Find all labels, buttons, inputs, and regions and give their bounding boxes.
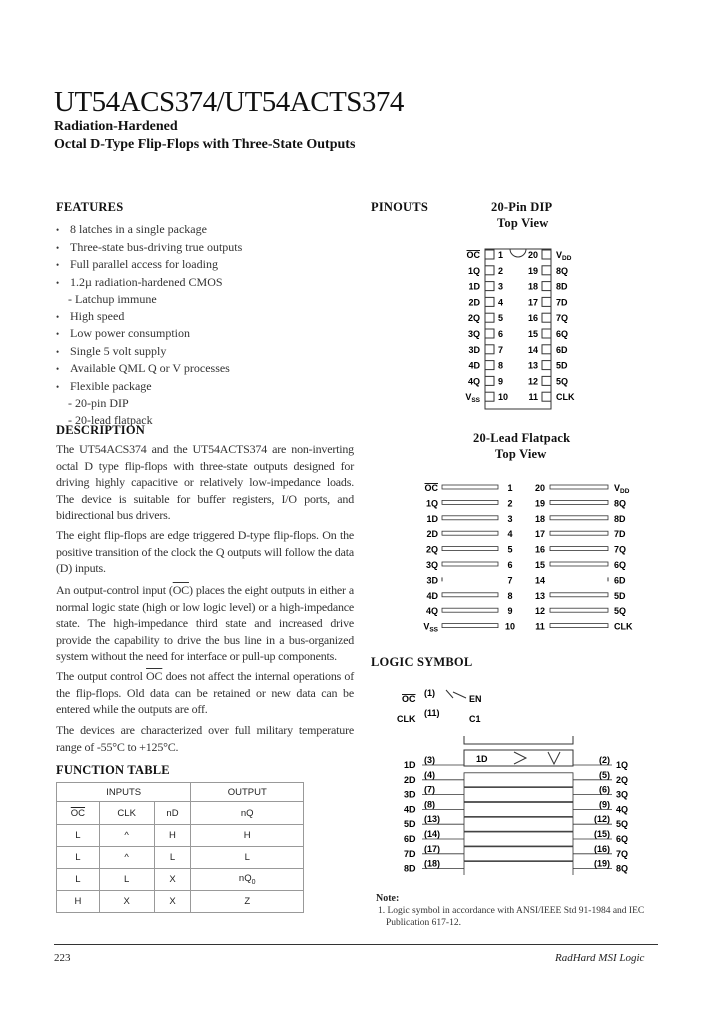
logic-cell [464, 788, 573, 802]
logic-cell [464, 862, 573, 875]
subtitle-line-1: Radiation-Hardened [54, 119, 178, 134]
dip-title: 20-Pin DIP [491, 200, 553, 214]
flatpack-pin-number: 8 [507, 590, 513, 601]
flatpack-lead [550, 593, 608, 597]
flatpack-pin-number: 3 [507, 513, 513, 524]
description-paragraph-4: The output control $\overline{OC}$ does not affect the internal operations of the flip-flops. Old data can be retained or new data can be entered while the outputs are off. [56, 669, 354, 716]
dip-pin-number: 6 [498, 329, 504, 339]
dip-pin-box [542, 250, 551, 259]
flatpack-pin-number: 13 [534, 590, 546, 601]
pin-label-8d: 8D [614, 513, 626, 524]
description-paragraph-5: The devices are characterized over full military temperature range of -55°C to +125°C. [56, 723, 354, 754]
logic-input-number: (17) [424, 843, 441, 854]
pin-label-6q: 6Q [556, 329, 569, 339]
pin-label-1d: 1D [426, 513, 438, 524]
logic-c1-label: C1 [469, 714, 481, 724]
pin-label-4q: 4Q [425, 606, 438, 617]
logic-input-number: (7) [424, 784, 435, 795]
flatpack-pin-number: 17 [534, 529, 546, 540]
logic-input-number: (13) [424, 814, 441, 825]
inputs-header: INPUTS [57, 783, 191, 802]
pin-label-8q: 8Q [556, 265, 569, 276]
dip-pin-box [542, 313, 551, 322]
dip-pin-number: 2 [498, 265, 504, 276]
feature-item: • Single 5 volt supply [56, 343, 242, 361]
flatpack-lead [442, 608, 498, 612]
logic-input-number: (3) [424, 755, 435, 765]
logic-output-label: 2Q [616, 774, 629, 785]
logic-input-label: 7D [404, 848, 416, 859]
logic-output-number: (9) [599, 799, 610, 810]
pin-label-7q: 7Q [556, 313, 569, 324]
output-header: OUTPUT [191, 783, 304, 802]
logic-symbol-heading: LOGIC SYMBOL [371, 655, 473, 669]
feature-item: • High speed [56, 308, 242, 326]
dip-pin-box [485, 361, 494, 370]
pin-label-2q: 2Q [425, 544, 438, 555]
pin-label-1q: 1Q [467, 265, 480, 276]
flatpack-pin-number: 5 [507, 544, 513, 555]
logic-input-label: 1D [404, 760, 416, 770]
col-nq: nQ [191, 802, 304, 825]
logic-pins [404, 755, 628, 875]
flatpack-lead [550, 608, 608, 612]
flatpack-pin-number: 15 [534, 560, 546, 570]
pin-label-2d: 2D [426, 529, 438, 540]
pin-label-vdd: $V_{DD}$ [614, 483, 630, 495]
pin-label-2d: 2D [468, 297, 480, 308]
function-table-heading: FUNCTION TABLE [56, 763, 170, 777]
dip-pin-box [485, 266, 494, 275]
description-heading: DESCRIPTION [56, 423, 146, 437]
logic-cell [464, 773, 573, 787]
logic-input-number: (4) [424, 769, 435, 780]
pin-label-5d: 5D [614, 590, 626, 601]
flatpack-lead [442, 500, 498, 504]
pinouts-heading: PINOUTS [371, 200, 428, 214]
logic-input-number: (14) [424, 829, 441, 839]
dip-pin-number: 16 [527, 313, 538, 324]
table-row: L L X $nQ_0$ [57, 869, 304, 891]
logic-input-label: 6D [404, 834, 416, 844]
dip-pin-number: 17 [527, 297, 538, 308]
dip-subtitle: Top View [497, 216, 549, 230]
logic-symbol-diagram [390, 680, 650, 875]
description-paragraph-2: The eight flip-flops are edge triggered D-type flip-flops. On the positive transition of the clock the Q outputs will follow the data (D) inputs. [56, 528, 354, 575]
logic-output-number: (19) [593, 858, 610, 869]
logic-input-label: 4D [404, 804, 416, 815]
pin-label-7d: 7D [556, 297, 568, 308]
pin-label-8q: 8Q [614, 498, 627, 509]
dip-body [485, 249, 551, 409]
dip-pin-number: 3 [498, 281, 504, 292]
pin-label-3q: 3Q [425, 560, 438, 570]
logic-output-number: (12) [593, 814, 610, 825]
logic-output-label: 6Q [616, 834, 629, 844]
flatpack-lead [442, 531, 498, 535]
flatpack-pin-number: 4 [507, 529, 513, 540]
pin-label-1d: 1D [468, 281, 480, 292]
flatpack-lead [442, 562, 498, 566]
dip-pin-number: 7 [498, 344, 504, 355]
logic-output-label: 7Q [616, 848, 629, 859]
logic-output-label: 5Q [616, 819, 629, 830]
note-line-1: 1. Logic symbol in accordance with ANSI/IEEE Std 91-1984 and IEC [378, 906, 645, 916]
flatpack-subtitle: Top View [495, 447, 547, 461]
logic-output-number: (6) [599, 784, 610, 795]
dip-pin-box [542, 361, 551, 370]
flatpack-lead [442, 516, 498, 520]
dip-pin-box [485, 376, 494, 385]
flatpack-lead [550, 485, 608, 489]
pin-label-clk: CLK [556, 392, 575, 403]
pin-label-vdd: $V_{DD}$ [556, 250, 572, 262]
pin-label-oc: OC [424, 483, 438, 493]
feature-item: - 20-lead flatpack [68, 412, 153, 427]
flatpack-lead [550, 516, 608, 520]
flatpack-lead [550, 547, 608, 551]
pin-label-3d: 3D [426, 575, 438, 586]
flatpack-pin-number: 7 [507, 575, 513, 586]
oc-overline: $\overline{OC}$ [172, 583, 189, 597]
flatpack-pin-number: 18 [534, 513, 546, 524]
footer-section: RadHard MSI Logic [555, 952, 645, 964]
flatpack-lead [550, 500, 608, 504]
feature-item: • Available QML Q or V processes [56, 360, 242, 378]
dip-pin-number: 10 [498, 392, 509, 403]
dip-pin-number: 9 [498, 376, 504, 387]
logic-cell [464, 802, 573, 816]
feature-item: • 8 latches in a single package [56, 221, 242, 239]
dip-pin-number: 8 [498, 360, 504, 371]
logic-input-label: 2D [404, 774, 416, 785]
flatpack-pin-number: 20 [534, 483, 546, 493]
logic-output-number: (5) [599, 769, 610, 780]
logic-input-number: (8) [424, 799, 435, 810]
flatpack-pin-number: 14 [534, 575, 546, 586]
dip-pins [465, 250, 575, 404]
dip-pin-number: 4 [498, 297, 504, 308]
pin-label-6d: 6D [614, 575, 626, 586]
dip-pin-number: 18 [527, 281, 538, 292]
pin-label-8d: 8D [556, 281, 568, 292]
logic-output-label: 3Q [616, 789, 629, 800]
feature-item: • Three-state bus-driving true outputs [56, 239, 242, 257]
logic-output-label: 4Q [616, 804, 629, 815]
features-list [56, 221, 242, 428]
flatpack-pin-number: 19 [534, 498, 546, 509]
pin-label-2q: 2Q [467, 313, 480, 324]
note-heading: Note: [376, 893, 400, 904]
flatpack-pin-number: 12 [534, 606, 546, 617]
logic-cell [464, 847, 573, 861]
col-oc: $\overline{OC}$ [70, 807, 86, 819]
dip-pin-box [542, 297, 551, 306]
flatpack-pin-number: 11 [535, 621, 545, 632]
dip-notch [510, 249, 526, 257]
pin-label-6d: 6D [556, 344, 568, 355]
flatpack-title: 20-Lead Flatpack [473, 431, 571, 445]
flatpack-pin-number: 6 [507, 560, 513, 570]
flatpack-pin-number: 2 [507, 498, 513, 509]
pin-label-3d: 3D [468, 344, 480, 355]
table-row: L ^ H H [57, 825, 304, 847]
dip-pin-number: 5 [498, 313, 504, 324]
logic-input-label: 8D [404, 863, 416, 874]
flatpack-lead [550, 562, 608, 566]
description-paragraph-3: An output-control input $(\overline{OC})$ places the eight outputs in either a normal logic state (high or low logic level) or a high-impedance state. The high-impedance third state and increased drive provide the capability to drive the bus line in a bus-organized system without the need for interface or pull-up components. [56, 583, 354, 663]
function-table [56, 782, 304, 913]
pin-label-vss: $V_{SS}$ [423, 621, 438, 634]
logic-cell [464, 832, 573, 846]
dip-pin-box [485, 345, 494, 354]
feature-item: - Latchup immune [68, 292, 157, 306]
dip-pinout-diagram [440, 240, 600, 415]
flatpack-pin-number: 1 [507, 483, 513, 493]
col-nd: nD [154, 802, 191, 825]
dip-pin-box [542, 282, 551, 291]
dip-pin-box [485, 313, 494, 322]
pin-label-clk: CLK [614, 621, 633, 632]
logic-clk-num: (11) [424, 708, 440, 718]
logic-output-number: (16) [593, 843, 610, 854]
logic-cell [464, 817, 573, 831]
col-clk: CLK [99, 802, 154, 825]
logic-input-label: 3D [404, 789, 416, 800]
feature-item: • Low power consumption [56, 325, 242, 343]
logic-input-number: (18) [424, 858, 441, 869]
table-row: H X X Z [57, 891, 304, 913]
flatpack-pins [423, 477, 633, 637]
flatpack-pin-number: 10 [504, 621, 516, 632]
subtitle-line-2: Octal D-Type Flip-Flops with Three-State Outputs [54, 137, 356, 152]
dip-pin-box [485, 329, 494, 338]
dip-pin-box [542, 392, 551, 401]
note-line-2: Publication 617-12. [386, 918, 461, 928]
feature-item: - 20-pin DIP [68, 396, 129, 410]
pin-label-3q: 3Q [467, 329, 480, 339]
logic-output-number: (15) [593, 829, 610, 839]
pin-label-5q: 5Q [614, 606, 627, 617]
dip-pin-number: 1 [498, 250, 504, 260]
pin-label-7d: 7D [614, 529, 626, 540]
pin-label-5q: 5Q [556, 376, 569, 387]
logic-en-label: EN [469, 694, 482, 704]
flatpack-pin-number: 16 [534, 544, 546, 555]
dip-pin-number: 15 [527, 329, 538, 339]
flatpack-pinout-diagram [400, 475, 650, 645]
dip-pin-box [485, 282, 494, 291]
feature-item: • Flexible package [56, 378, 242, 396]
flatpack-pin-number: 9 [507, 606, 513, 617]
description-paragraph-1: The UT54ACS374 and the UT54ACTS374 are non-inverting octal D type flip-flops with three-state outputs designed for driving highly capacitive or relatively low-impedance loads. The device is suitable for buffer registers, I/O ports, and bidirectional bus drivers. [56, 442, 354, 522]
dip-pin-box [485, 297, 494, 306]
table-row: L ^ L L [57, 847, 304, 869]
dip-pin-box [542, 329, 551, 338]
pin-label-4d: 4D [468, 360, 480, 371]
dip-pin-box [542, 345, 551, 354]
footer-page-number: 223 [54, 952, 71, 964]
features-heading: FEATURES [56, 200, 124, 214]
page-title: UT54ACS374/UT54ACTS374 [54, 86, 404, 118]
pin-label-4d: 4D [426, 590, 438, 601]
logic-1d-label: 1D [476, 754, 488, 764]
dip-pin-number: 19 [527, 265, 538, 276]
pin-label-7q: 7Q [614, 544, 627, 555]
dip-pin-number: 14 [527, 344, 538, 355]
footer-rule [54, 944, 658, 945]
logic-oc-label: OC [402, 694, 416, 704]
logic-oc-num: (1) [424, 688, 435, 698]
dip-pin-box [542, 376, 551, 385]
logic-output-label: 8Q [616, 863, 629, 874]
dip-pin-number: 11 [528, 392, 538, 403]
dip-pin-box [485, 250, 494, 259]
dip-pin-box [485, 392, 494, 401]
flatpack-lead [550, 624, 608, 628]
oc-overline: $\overline{OC}$ [146, 669, 163, 683]
logic-output-label: 1Q [616, 760, 629, 770]
flatpack-lead [442, 624, 498, 628]
pin-label-1q: 1Q [425, 498, 438, 509]
pin-label-6q: 6Q [614, 560, 627, 570]
dip-pin-box [542, 266, 551, 275]
feature-item: • Full parallel access for loading [56, 256, 242, 274]
dip-pin-number: 20 [527, 250, 538, 260]
feature-item: • 1.2µ radiation-hardened CMOS [56, 274, 242, 292]
dip-pin-number: 12 [527, 376, 538, 387]
dip-pin-number: 13 [527, 360, 538, 371]
flatpack-lead [442, 547, 498, 551]
flatpack-lead [550, 531, 608, 535]
pin-label-4q: 4Q [467, 376, 480, 387]
logic-output-number: (2) [599, 755, 610, 765]
logic-clk-label: CLK [397, 714, 416, 724]
flatpack-lead [442, 485, 498, 489]
pin-label-vss: $V_{SS}$ [465, 392, 480, 405]
flatpack-lead [442, 593, 498, 597]
logic-input-label: 5D [404, 819, 416, 830]
pin-label-oc: OC [466, 250, 480, 260]
pin-label-5d: 5D [556, 360, 568, 371]
